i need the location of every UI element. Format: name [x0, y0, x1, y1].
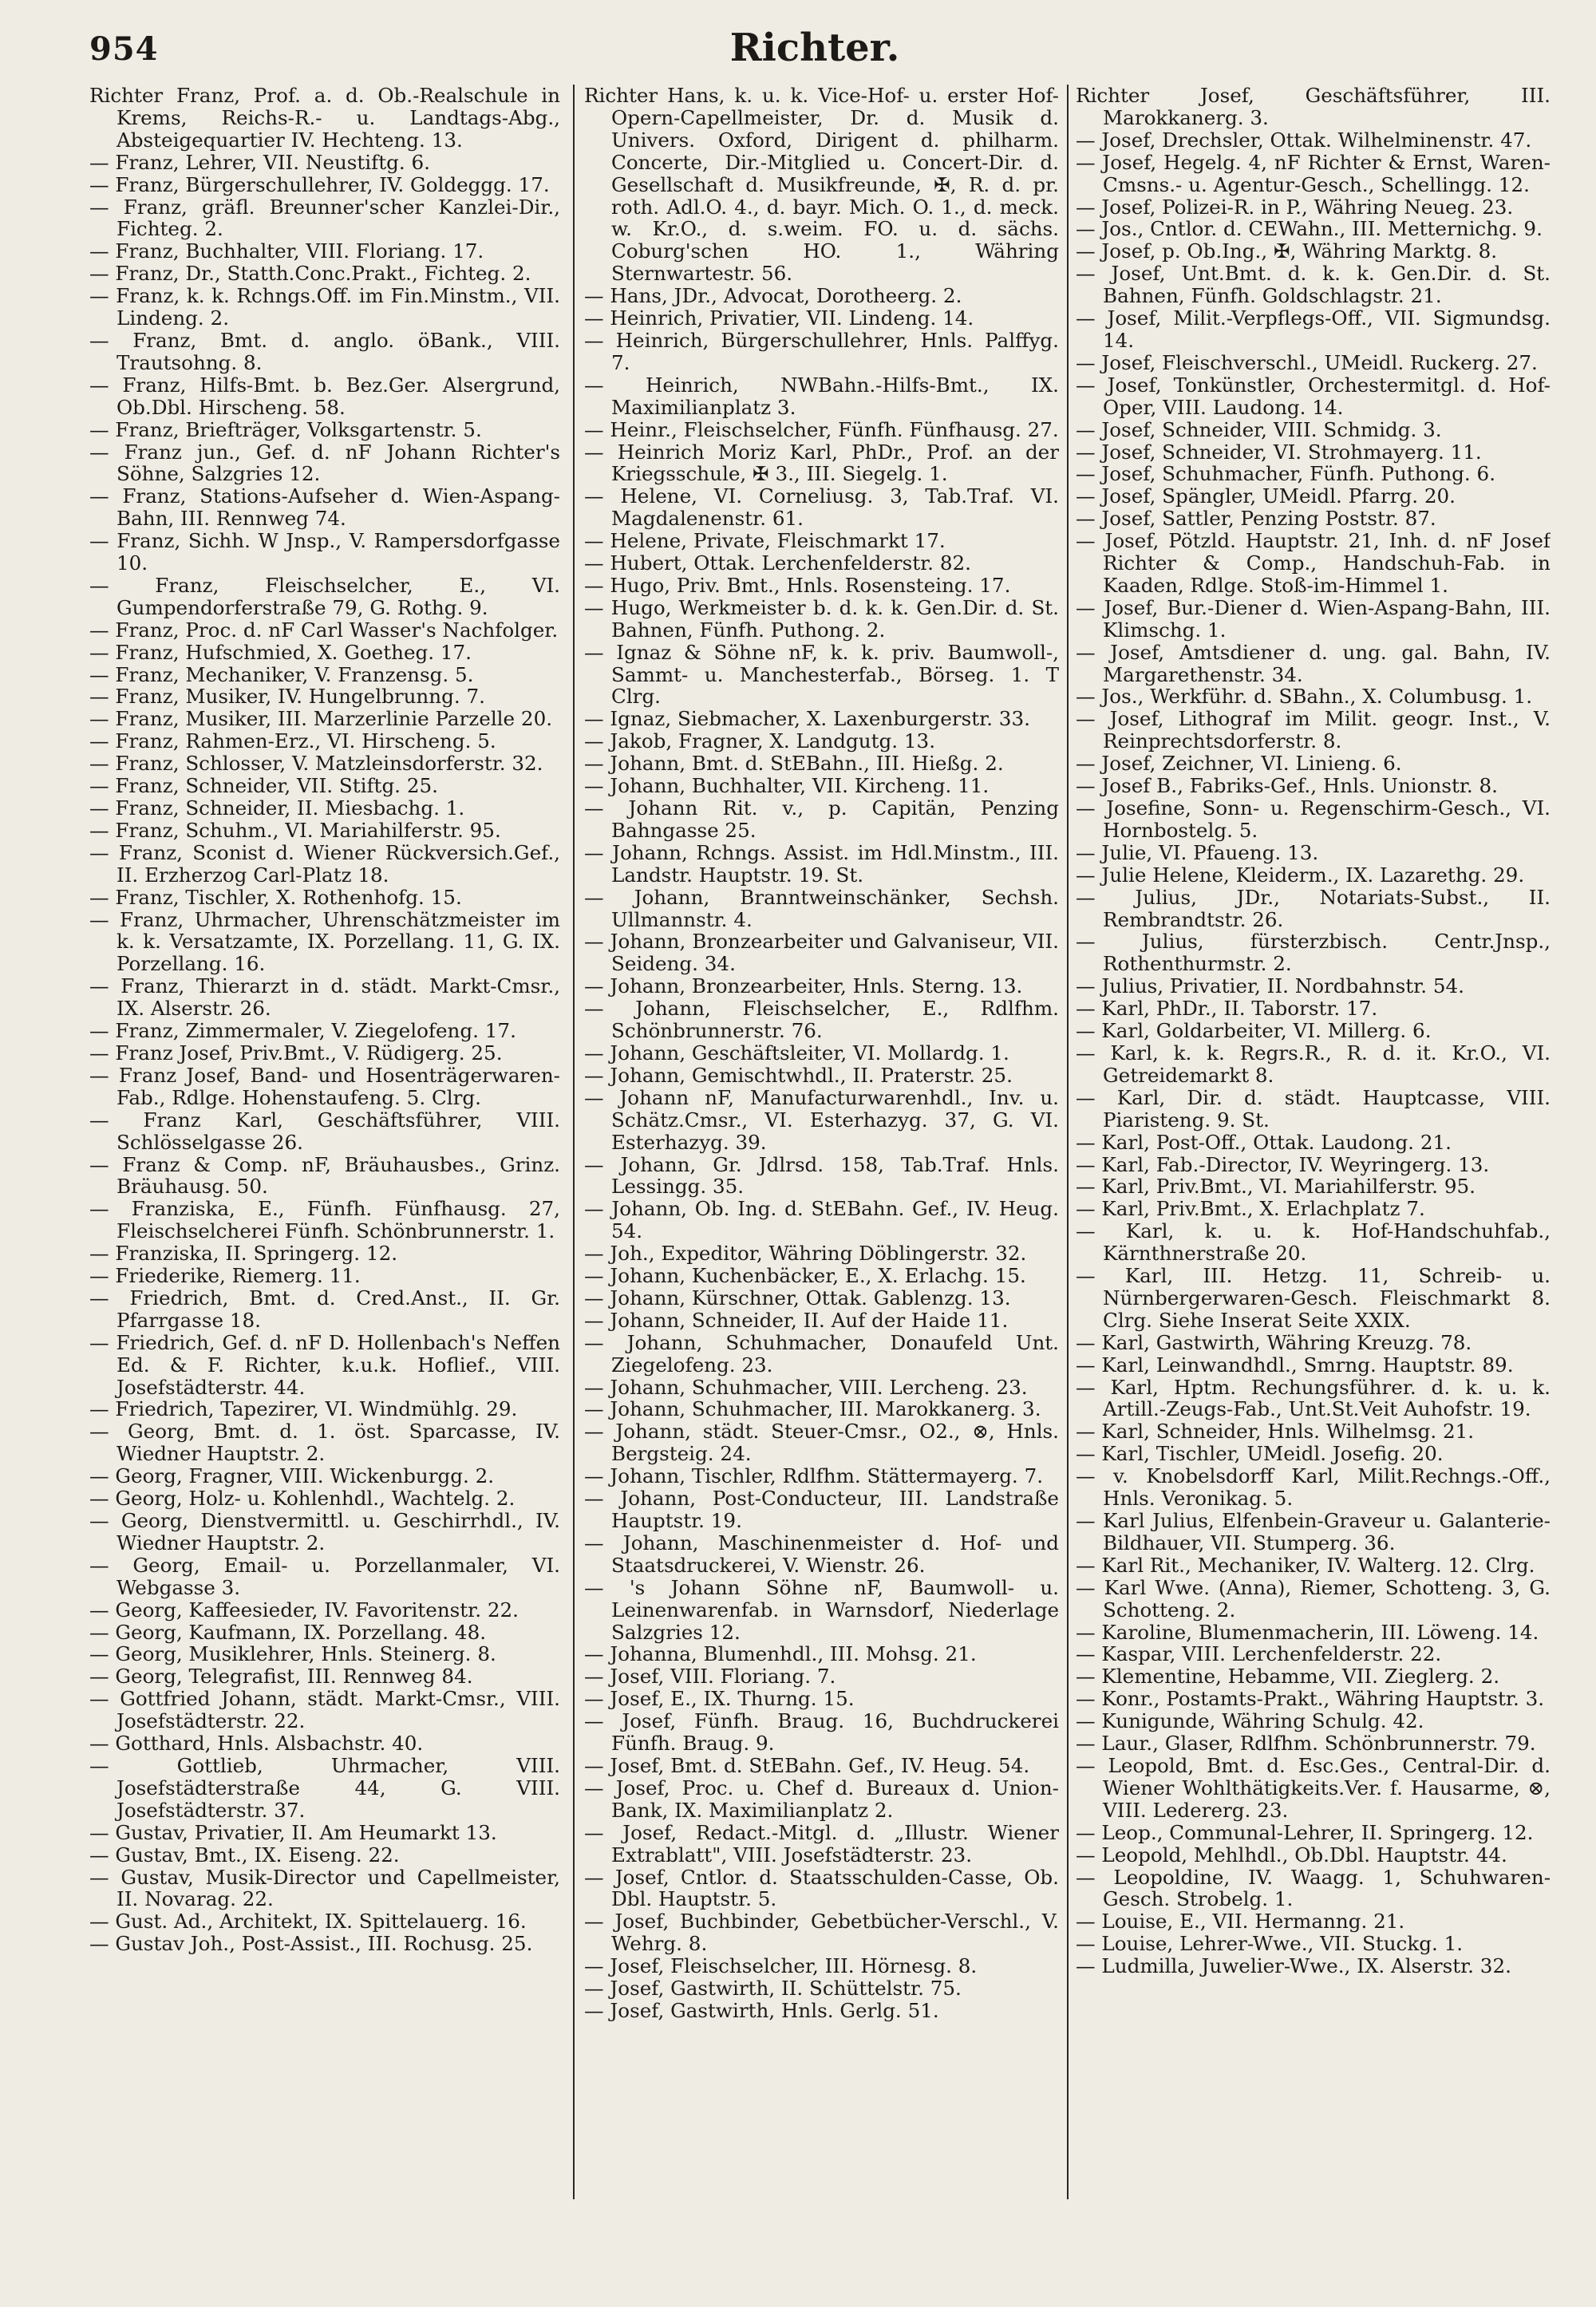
directory-entry: — Friederike, Riemerg. 11. — [89, 1264, 361, 1288]
directory-entry: — Helene, Private, Fleischmarkt 17. — [584, 529, 946, 553]
directory-entry: — Hugo, Werkmeister b. d. k. k. Gen.Dir. d. St. Bahnen, Fünfh. Puthong. 2. — [584, 595, 1059, 642]
directory-entry-head: Richter Josef, Geschäftsführer, III. Marokkanerg. 3. — [1076, 85, 1551, 129]
directory-entry: — Karl Rit., Mechaniker, IV. Walterg. 12. Clrg. — [1076, 1553, 1535, 1577]
directory-entry: — Johann, Bronzearbeiter und Galvaniseur, VII. Seideng. 34. — [584, 930, 1059, 976]
column-divider — [1067, 85, 1069, 2199]
directory-entry: — Karl, k. k. Regrs.R., R. d. it. Kr.O., VI. Getreidemarkt 8. — [1076, 1041, 1551, 1087]
directory-entry: — Franz, Hufschmied, X. Goetheg. 17. — [89, 640, 472, 664]
directory-entry: — Johann, Kürschner, Ottak. Gablenzg. 13. — [584, 1286, 1011, 1310]
directory-entry: — Friedrich, Bmt. d. Cred.Anst., II. Gr. Pfarrgasse 18. — [89, 1286, 560, 1332]
directory-entry: — Josef, Lithograf im Milit. geogr. Inst., V. Reinprechtsdorferstr. 8. — [1076, 707, 1551, 753]
directory-entry: — Karl, Fab.-Director, IV. Weyringerg. 13. — [1076, 1152, 1490, 1176]
directory-entry: — Karl, PhDr., II. Taborstr. 17. — [1076, 997, 1378, 1021]
directory-entry: — Georg, Fragner, VIII. Wickenburgg. 2. — [89, 1464, 495, 1488]
directory-entry: — Johann, Ob. Ing. d. StEBahn. Gef., IV. Heug. 54. — [584, 1197, 1059, 1243]
directory-entry: — Julius, JDr., Notariats-Subst., II. Rembrandtstr. 26. — [1076, 885, 1551, 931]
directory-entry: — Johann, Gr. Jdlrsd. 158, Tab.Traf. Hnls. Lessingg. 35. — [584, 1152, 1059, 1199]
directory-entry: — Franz Karl, Geschäftsführer, VIII. Schlösselgasse 26. — [89, 1108, 560, 1154]
directory-entry: — Johann, Post-Conducteur, III. Landstraße Hauptstr. 19. — [584, 1487, 1059, 1532]
directory-entry: — Ignaz & Söhne nF, k. k. priv. Baumwoll-, Sammt- u. Manchesterfab., Börseg. 1. T Clrg. — [584, 640, 1059, 709]
directory-entry: — Georg, Telegrafist, III. Rennweg 84. — [89, 1665, 473, 1689]
page-header — [89, 19, 1540, 80]
directory-entry: — Karl Julius, Elfenbein-Graveur u. Galanterie-Bildhauer, VII. Stumperg. 36. — [1076, 1509, 1551, 1554]
page-title: Richter. — [729, 26, 900, 70]
directory-entry: — Gottlieb, Uhrmacher, VIII. Josefstädterstraße 44, G. VIII. Josefstädterstr. 37. — [89, 1753, 560, 1822]
directory-entry: — Franz Josef, Band- und Hosenträgerwaren-Fab., Rdlge. Hohenstaufeng. 5. Clrg. — [89, 1063, 560, 1109]
directory-entry: — Gottfried Johann, städt. Markt-Cmsr., VIII. Josefstädterstr. 22. — [89, 1687, 560, 1733]
directory-entry: — Josefine, Sonn- u. Regenschirm-Gesch., VI. Hornbostelg. 5. — [1076, 796, 1551, 842]
directory-entry: — Leopold, Mehlhdl., Ob.Dbl. Hauptstr. 44. — [1076, 1843, 1507, 1867]
directory-entry: — Josef, Cntlor. d. Staatsschulden-Casse, Ob. Dbl. Hauptstr. 5. — [584, 1865, 1059, 1911]
directory-entry: — Kaspar, VIII. Lerchenfelderstr. 22. — [1076, 1642, 1442, 1666]
directory-entry: — Franz, Rahmen-Erz., VI. Hirscheng. 5. — [89, 729, 496, 753]
directory-entry: — Josef, Polizei-R. in P., Währing Neueg. 23. — [1076, 195, 1514, 219]
directory-entry: — Kunigunde, Währing Schulg. 42. — [1076, 1709, 1424, 1733]
directory-entry: — Hubert, Ottak. Lerchenfelderstr. 82. — [584, 551, 971, 575]
directory-entry: — Heinrich, Privatier, VII. Lindeng. 14. — [584, 306, 974, 330]
directory-entry: — Josef, Hegelg. 4, nF Richter & Ernst, Waren-Cmsns.- u. Agentur-Gesch., Schellingg. 12. — [1076, 150, 1551, 196]
directory-entry: — Gustav Joh., Post-Assist., III. Rochusg. 25. — [89, 1932, 533, 1956]
directory-entry: — Julius, fürsterzbisch. Centr.Jnsp., Rothenthurmstr. 2. — [1076, 930, 1551, 976]
directory-entry: — Heinrich Moriz Karl, PhDr., Prof. an der Kriegsschule, ✠ 3., III. Siegelg. 1. — [584, 440, 1059, 486]
directory-entry: — Franz, Schneider, VII. Stiftg. 25. — [89, 774, 438, 798]
directory-entry: — Franz, Sconist d. Wiener Rückversich.Gef., II. Erzherzog Carl-Platz 18. — [89, 840, 560, 887]
directory-entry: — Johann nF, Manufacturwarenhdl., Inv. u. Schätz.Cmsr., VI. Esterhazyg. 37, G. VI. Esterhazyg. 39. — [584, 1085, 1059, 1154]
directory-entry: — Franz, Bmt. d. anglo. öBank., VIII. Trautsohng. 8. — [89, 328, 560, 374]
directory-entry: — Franziska, E., Fünfh. Fünfhausg. 27, Fleischselcherei Fünfh. Schönbrunnerstr. 1. — [89, 1197, 560, 1243]
directory-entry: — Johann, Schuhmacher, VIII. Lercheng. 23. — [584, 1375, 1028, 1399]
directory-entry: — Helene, VI. Corneliusg. 3, Tab.Traf. VI. Magdalenenstr. 61. — [584, 484, 1059, 531]
directory-entry: — Johanna, Blumenhdl., III. Mohsg. 21. — [584, 1642, 977, 1666]
directory-entry: — Franz, Thierarzt in d. städt. Markt-Cmsr., IX. Alserstr. 26. — [89, 974, 560, 1021]
directory-entry: — Johann, Schuhmacher, Donaufeld Unt. Ziegelofeng. 23. — [584, 1330, 1059, 1377]
directory-entry: — Josef, Milit.-Verpflegs-Off., VII. Sigmundsg. 14. — [1076, 306, 1551, 352]
directory-entry: — v. Knobelsdorff Karl, Milit.Rechngs.-Off., Hnls. Veronikag. 5. — [1076, 1464, 1551, 1511]
directory-entry: — Johann, Maschinenmeister d. Hof- und Staatsdruckerei, V. Wienstr. 26. — [584, 1531, 1059, 1577]
directory-entry: — Josef, Fleischselcher, III. Hörnesg. 8. — [584, 1954, 978, 1978]
directory-entry: — Jos., Werkführ. d. SBahn., X. Columbusg. 1. — [1076, 685, 1533, 709]
directory-entry: — Franz Josef, Priv.Bmt., V. Rüdigerg. 25. — [89, 1041, 503, 1065]
directory-entry: — Hugo, Priv. Bmt., Hnls. Rosensteing. 17. — [584, 573, 1011, 597]
directory-entry: — Laur., Glaser, Rdlfhm. Schönbrunnerstr. 79. — [1076, 1732, 1536, 1756]
directory-entry: — Josef, Redact.-Mitgl. d. „Illustr. Wiener Extrablatt", VIII. Josefstädterstr. 23. — [584, 1820, 1059, 1867]
directory-entry: — Josef, Bmt. d. StEBahn. Gef., IV. Heug. 54. — [584, 1753, 1030, 1777]
directory-entry: — Franz, Dr., Statth.Conc.Prakt., Fichteg. 2. — [89, 262, 531, 286]
directory-entry: — Josef, VIII. Floriang. 7. — [584, 1665, 836, 1689]
directory-entry: — Julius, Privatier, II. Nordbahnstr. 54. — [1076, 974, 1464, 998]
directory-entry: — Franz, Schuhm., VI. Mariahilferstr. 95. — [89, 818, 501, 842]
directory-entry: — Franz, Proc. d. nF Carl Wasser's Nachfolger. — [89, 618, 559, 642]
directory-entry: — Franz, Hilfs-Bmt. b. Bez.Ger. Alsergrund, Ob.Dbl. Hirscheng. 58. — [89, 373, 560, 419]
directory-entry: — Ignaz, Siebmacher, X. Laxenburgerstr. 33. — [584, 707, 1030, 731]
directory-entry: — Franz, Schneider, II. Miesbachg. 1. — [89, 796, 465, 820]
directory-entry: — Josef, Amtsdiener d. ung. gal. Bahn, IV. Margarethenstr. 34. — [1076, 640, 1551, 686]
directory-entry: — Heinrich, Bürgerschullehrer, Hnls. Palffyg. 7. — [584, 328, 1059, 374]
directory-entry: — Franz, Schlosser, V. Matzleinsdorferstr. 32. — [89, 752, 543, 776]
directory-entry: — Julie Helene, Kleiderm., IX. Lazarethg. 29. — [1076, 863, 1525, 887]
directory-entry: — Ludmilla, Juwelier-Wwe., IX. Alserstr. 32. — [1076, 1954, 1511, 1978]
directory-entry: — Gustav, Musik-Director und Capellmeister, II. Novarag. 22. — [89, 1865, 560, 1911]
directory-entry: — Josef, Fünfh. Braug. 16, Buchdruckerei Fünfh. Braug. 9. — [584, 1709, 1059, 1756]
directory-entry: — Franz, k. k. Rchngs.Off. im Fin.Minstm., VII. Lindeng. 2. — [89, 284, 560, 330]
directory-entry: — Georg, Holz- u. Kohlenhdl., Wachtelg. 2. — [89, 1487, 516, 1511]
directory-entry: — Karl, Dir. d. städt. Hauptcasse, VIII. Piaristeng. 9. St. — [1076, 1085, 1551, 1132]
directory-entry: — Georg, Email- u. Porzellanmaler, VI. Webgasse 3. — [89, 1553, 560, 1599]
directory-entry: — Karl, Priv.Bmt., X. Erlachplatz 7. — [1076, 1197, 1425, 1221]
directory-entry: — Georg, Kaufmann, IX. Porzellang. 48. — [89, 1620, 487, 1644]
directory-entry: — Josef, Schuhmacher, Fünfh. Puthong. 6. — [1076, 462, 1496, 486]
directory-entry: — Josef, Gastwirth, Hnls. Gerlg. 51. — [584, 1998, 939, 2022]
directory-entry: — Franz, Fleischselcher, E., VI. Gumpendorferstraße 79, G. Rothg. 9. — [89, 573, 560, 619]
directory-entry: — Johann, städt. Steuer-Cmsr., O2., ⊗, Hnls. Bergsteig. 24. — [584, 1420, 1059, 1466]
directory-entry: — Josef, E., IX. Thurng. 15. — [584, 1687, 855, 1711]
directory-entry: — 's Johann Söhne nF, Baumwoll- u. Leinenwarenfab. in Warnsdorf, Niederlage Salzgries 12. — [584, 1575, 1059, 1644]
directory-entry: — Josef, Buchbinder, Gebetbücher-Verschl., V. Wehrg. 8. — [584, 1910, 1059, 1956]
directory-entry: — Georg, Kaffeesieder, IV. Favoritenstr. 22. — [89, 1598, 519, 1622]
directory-entry: — Johann, Buchhalter, VII. Kircheng. 11. — [584, 774, 990, 798]
directory-entry: — Leopoldine, IV. Waagg. 1, Schuhwaren-Gesch. Strobelg. 1. — [1076, 1865, 1551, 1911]
directory-entry: — Johann, Kuchenbäcker, E., X. Erlachg. 15. — [584, 1264, 1026, 1288]
directory-entry: — Friedrich, Tapezirer, VI. Windmühlg. 29. — [89, 1397, 518, 1421]
column-1 — [89, 85, 560, 2295]
directory-entry-head: Richter Franz, Prof. a. d. Ob.-Realschule in Krems, Reichs-R.- u. Landtags-Abg., Absteigequartier IV. Hechteng. 13. — [89, 85, 560, 152]
directory-entry: — Joh., Expeditor, Währing Döblingerstr. 32. — [584, 1242, 1027, 1266]
directory-entry: — Franz, gräfl. Breunner'scher Kanzlei-Dir., Fichteg. 2. — [89, 195, 560, 241]
directory-entry: — Heinr., Fleischselcher, Fünfh. Fünfhausg. 27. — [584, 417, 1059, 441]
directory-entry: — Franz, Briefträger, Volksgartenstr. 5. — [89, 417, 482, 441]
directory-entry: — Louise, Lehrer-Wwe., VII. Stuckg. 1. — [1076, 1932, 1464, 1956]
directory-entry: — Johann, Gemischtwhdl., II. Praterstr. 25. — [584, 1063, 1013, 1087]
directory-entry: — Gustav, Bmt., IX. Eiseng. 22. — [89, 1843, 400, 1867]
directory-entry: — Josef, Fleischverschl., UMeidl. Ruckerg. 27. — [1076, 350, 1538, 374]
directory-entry: — Franz, Buchhalter, VIII. Floriang. 17. — [89, 239, 484, 263]
directory-entry: — Franz, Sichh. W Jnsp., V. Rampersdorfgasse 10. — [89, 529, 560, 575]
directory-entry: — Karl, Gastwirth, Währing Kreuzg. 78. — [1076, 1330, 1472, 1354]
directory-entry: — Josef, Sattler, Penzing Poststr. 87. — [1076, 507, 1436, 531]
directory-entry: — Johann, Geschäftsleiter, VI. Mollardg. 1. — [584, 1041, 1009, 1065]
column-2 — [584, 85, 1059, 2295]
directory-entry: — Josef B., Fabriks-Gef., Hnls. Unionstr. 8. — [1076, 774, 1498, 798]
directory-entry: — Gustav, Privatier, II. Am Heumarkt 13. — [89, 1820, 497, 1844]
directory-entry: — Josef, Spängler, UMeidl. Pfarrg. 20. — [1076, 484, 1456, 508]
directory-entry: — Franz, Stations-Aufseher d. Wien-Aspang-Bahn, III. Rennweg 74. — [89, 484, 560, 531]
directory-entry: — Franz & Comp. nF, Bräuhausbes., Grinz. Bräuhausg. 50. — [89, 1152, 560, 1199]
directory-entry: — Johann, Fleischselcher, E., Rdlfhm. Schönbrunnerstr. 76. — [584, 997, 1059, 1043]
directory-entry: — Josef, p. Ob.Ing., ✠, Währing Marktg. 8. — [1076, 239, 1498, 263]
directory-entry: — Karl, III. Hetzg. 11, Schreib- u. Nürnbergerwaren-Gesch. Fleischmarkt 8. Clrg. Siehe Inserat Seite XXIX. — [1076, 1264, 1551, 1332]
directory-entry: — Josef, Proc. u. Chef d. Bureaux d. Union-Bank, IX. Maximilianplatz 2. — [584, 1776, 1059, 1822]
directory-entry: — Klementine, Hebamme, VII. Zieglerg. 2. — [1076, 1665, 1500, 1689]
directory-entry: — Franziska, II. Springerg. 12. — [89, 1242, 398, 1266]
directory-entry: — Gotthard, Hnls. Alsbachstr. 40. — [89, 1732, 424, 1756]
directory-entry: — Hans, JDr., Advocat, Dorotheerg. 2. — [584, 284, 962, 308]
directory-entry: — Julie, VI. Pfaueng. 13. — [1076, 840, 1319, 864]
directory-entry: — Karl, Post-Off., Ottak. Laudong. 21. — [1076, 1130, 1452, 1154]
directory-entry: — Karl, Tischler, UMeidl. Josefig. 20. — [1076, 1442, 1444, 1466]
directory-entry: — Karl, Goldarbeiter, VI. Millerg. 6. — [1076, 1019, 1432, 1043]
directory-entry: — Johann, Rchngs. Assist. im Hdl.Minstm., III. Landstr. Hauptstr. 19. St. — [584, 840, 1059, 887]
directory-entry: — Franz, Lehrer, VII. Neustiftg. 6. — [89, 150, 430, 174]
directory-entry: — Josef, Schneider, VI. Strohmayerg. 11. — [1076, 440, 1482, 464]
column-3 — [1076, 85, 1551, 2295]
directory-entry: — Karl, Schneider, Hnls. Wilhelmsg. 21. — [1076, 1420, 1475, 1444]
directory-entry: — Georg, Musiklehrer, Hnls. Steinerg. 8. — [89, 1642, 496, 1666]
columns-container — [89, 85, 1596, 2295]
directory-entry: — Karl Wwe. (Anna), Riemer, Schotteng. 3, G. Schotteng. 2. — [1076, 1575, 1551, 1622]
directory-entry: — Franz, Uhrmacher, Uhrenschätzmeister im k. k. Versatzamte, IX. Porzellang. 11, G. IX. Porzellang. 16. — [89, 907, 560, 976]
directory-entry: — Franz, Zimmermaler, V. Ziegelofeng. 17. — [89, 1019, 516, 1043]
directory-entry: — Johann, Bronzearbeiter, Hnls. Sterng. 13. — [584, 974, 1023, 998]
directory-entry: — Leopold, Bmt. d. Esc.Ges., Central-Dir. d. Wiener Wohlthätigkeits.Ver. f. Hausarme, ⊗, VIII. Ledererg. 23. — [1076, 1753, 1551, 1822]
directory-entry: — Johann, Tischler, Rdlfhm. Stättermayerg. 7. — [584, 1464, 1044, 1488]
directory-entry: — Gust. Ad., Architekt, IX. Spittelauerg. 16. — [89, 1910, 527, 1934]
directory-entry: — Franz jun., Gef. d. nF Johann Richter's Söhne, Salzgries 12. — [89, 440, 560, 486]
directory-entry: — Friedrich, Gef. d. nF D. Hollenbach's Neffen Ed. & F. Richter, k.u.k. Hoflief., VIII. Josefstädterstr. 44. — [89, 1330, 560, 1399]
directory-entry: — Josef, Tonkünstler, Orchestermitgl. d. Hof-Oper, VIII. Laudong. 14. — [1076, 373, 1551, 419]
directory-entry: — Franz, Musiker, III. Marzerlinie Parzelle 20. — [89, 707, 553, 731]
directory-entry: — Karoline, Blumenmacherin, III. Löweng. 14. — [1076, 1620, 1539, 1644]
directory-entry: — Josef, Schneider, VIII. Schmidg. 3. — [1076, 417, 1442, 441]
directory-entry: — Louise, E., VII. Hermanng. 21. — [1076, 1910, 1405, 1934]
column-divider — [573, 85, 575, 2199]
page-number: 954 — [89, 30, 159, 68]
directory-entry: — Josef, Gastwirth, II. Schüttelstr. 75. — [584, 1977, 962, 2001]
directory-entry: — Josef, Pötzld. Hauptstr. 21, Inh. d. nF Josef Richter & Comp., Handschuh-Fab. in Kaaden, Rdlge. Stoß-im-Himmel 1. — [1076, 529, 1551, 597]
directory-entry: — Karl, k. u. k. Hof-Handschuhfab., Kärnthnerstraße 20. — [1076, 1219, 1551, 1266]
directory-entry: — Johann, Schneider, II. Auf der Haide 11. — [584, 1308, 1009, 1332]
directory-entry: — Johann, Schuhmacher, III. Marokkanerg. 3. — [584, 1397, 1041, 1421]
directory-entry: — Georg, Dienstvermittl. u. Geschirrhdl., IV. Wiedner Hauptstr. 2. — [89, 1509, 560, 1554]
directory-entry: — Josef, Unt.Bmt. d. k. k. Gen.Dir. d. St. Bahnen, Fünfh. Goldschlagstr. 21. — [1076, 262, 1551, 308]
directory-entry: — Josef, Zeichner, VI. Linieng. 6. — [1076, 752, 1402, 776]
directory-entry: — Heinrich, NWBahn.-Hilfs-Bmt., IX. Maximilianplatz 3. — [584, 373, 1059, 419]
directory-entry: — Leop., Communal-Lehrer, II. Springerg. 12. — [1076, 1820, 1534, 1844]
directory-entry: — Franz, Tischler, X. Rothenhofg. 15. — [89, 885, 462, 909]
directory-entry: — Franz, Bürgerschullehrer, IV. Goldeggg. 17. — [89, 172, 550, 196]
directory-entry: — Karl, Leinwandhdl., Smrng. Hauptstr. 89. — [1076, 1353, 1514, 1377]
directory-entry: — Karl, Priv.Bmt., VI. Mariahilferstr. 95. — [1076, 1175, 1476, 1199]
directory-entry: — Josef, Drechsler, Ottak. Wilhelminenstr. 47. — [1076, 128, 1532, 152]
directory-entry: — Johann Rit. v., p. Capitän, Penzing Bahngasse 25. — [584, 796, 1059, 842]
directory-entry: — Karl, Hptm. Rechungsführer. d. k. u. k. Artill.-Zeugs-Fab., Unt.St.Veit Auhofstr. 19. — [1076, 1375, 1551, 1421]
directory-entry: — Jos., Cntlor. d. CEWahn., III. Metternichg. 9. — [1076, 217, 1543, 241]
directory-entry: — Franz, Musiker, IV. Hungelbrunng. 7. — [89, 685, 485, 709]
directory-entry: — Jakob, Fragner, X. Landgutg. 13. — [584, 729, 936, 753]
directory-entry: — Konr., Postamts-Prakt., Währing Hauptstr. 3. — [1076, 1687, 1545, 1711]
directory-entry: — Georg, Bmt. d. 1. öst. Sparcasse, IV. Wiedner Hauptstr. 2. — [89, 1420, 560, 1466]
directory-entry: — Johann, Bmt. d. StEBahn., III. Hießg. 2. — [584, 752, 1004, 776]
directory-entry: — Johann, Branntweinschänker, Sechsh. Ullmannstr. 4. — [584, 885, 1059, 931]
directory-entry: — Franz, Mechaniker, V. Franzensg. 5. — [89, 662, 474, 686]
directory-entry: — Josef, Bur.-Diener d. Wien-Aspang-Bahn, III. Klimschg. 1. — [1076, 595, 1551, 642]
directory-entry-head: Richter Hans, k. u. k. Vice-Hof- u. erster Hof-Opern-Capellmeister, Dr. d. Musik d. Univers. Oxford, Dirigent d. philharm. Concerte, Dir.-Mitglied u. Concert-Dir. d. Gesellschaft d. Musikfreunde, ✠, R. d. pr. roth. Adl.O. 4., d. bayr. Mich. O. 1., d. meck. w. Kr.O., d. s.weim. FO. u. d. sächs. Coburg'schen HO. 1., Währing Sternwartestr. 56. — [584, 85, 1059, 286]
